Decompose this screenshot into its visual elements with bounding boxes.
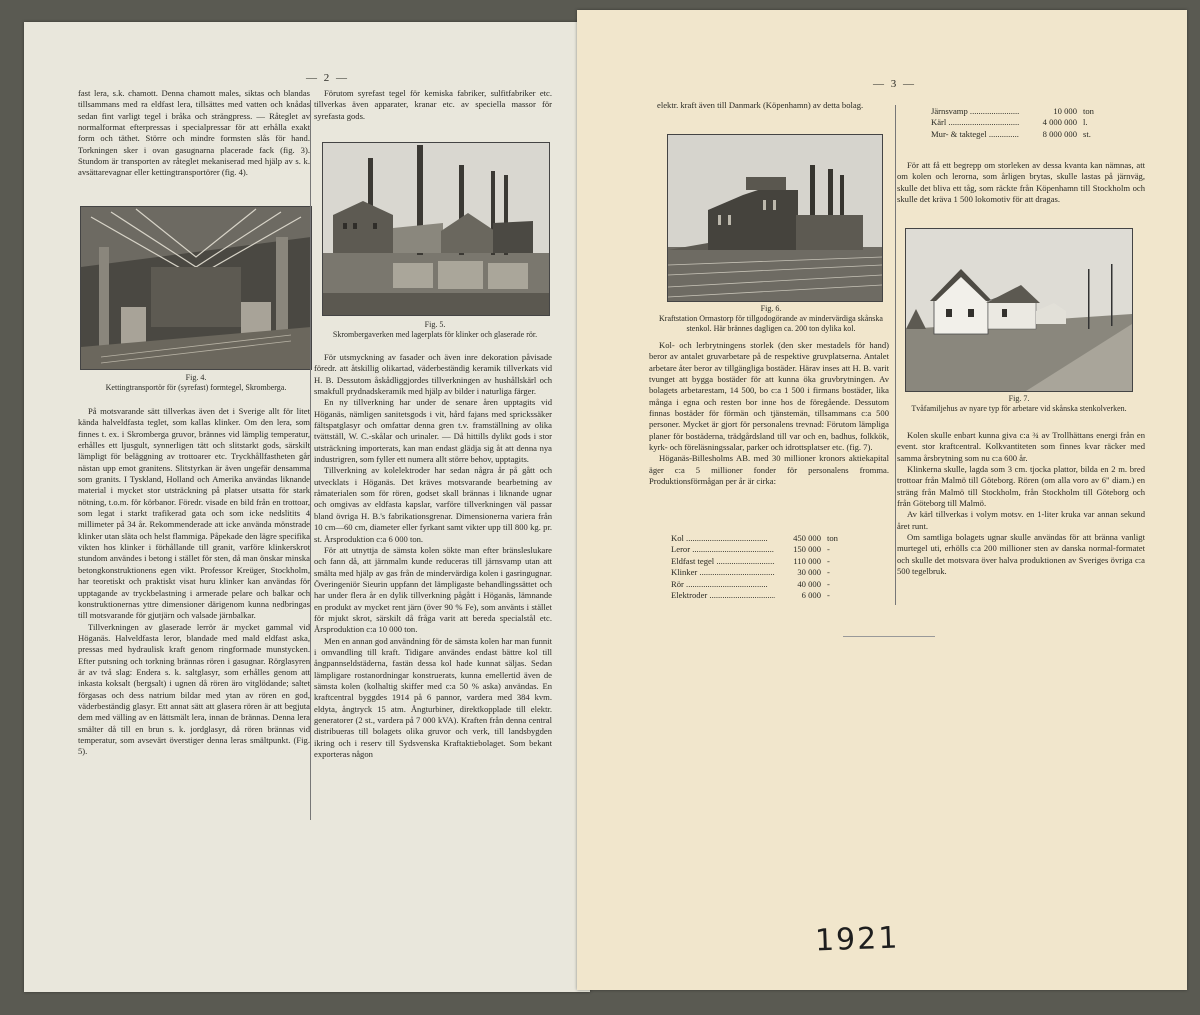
- paragraph: På motsvarande sätt tillverkas även det i Sverige allt för litet kända halveldfasta teglet, som kallas klinker. Om den lera, som finnes t. ex. i Skromberga gruvor, brännes vid lämplig temperatur, erhålles ett ljusgult, synnerligen tätt och slitstarkt gods, särskilt lämpligt för beläggning av trottoarer etc. Tryckhållfastheten går nästan upp emot granitens. Slitstyrkan är även ungefär densamma som granits. I Tyskland, Holland och Amerika användas liknande material i mycket stor utsträckning på platser utsatta för stark nötning, t.o.m. för körbanor. Föredr. visade en bild från en trottoar, som legat i starkt trafikerad gata och som icke nedslitits 4 millimeter på 34 år. Rekommenderade att icke använda mönstrade klinker utan släta och helst flammiga. Påpekade den lägre specifika vikten hos klinker i förhållande till granit, varföre klinkerskrot stundom användes i betong i stället för sten, då man önskar minska betongkonstruktionens egen vikt. Professor Kreüger, Stockholm, har teoretiskt och praktiskt visat huru klinker kan användas för upptagande av tryckbelastning i armerade pelare och balkar och konstruktionernas yttre dimensioner därigenom kunna nedbringas till motsvarande för gjutjärn och valsade järnbalkar.: [78, 406, 310, 621]
- production-item: Kol .....: [671, 533, 775, 544]
- production-value: 30 000: [797, 567, 821, 578]
- paragraph: Klinkerna skulle, lagda som 3 cm. tjocka plattor, bilda en 2 m. bred trottoar från Malmö till Göteborg. Rören (om alla voro av 6" diam.) en sträng från Malmö till Stockholm, från Stockholm till Göteborg och från Göteborg till Malmö.: [897, 464, 1145, 509]
- production-item: Klinker .....: [671, 567, 775, 578]
- production-unit: -: [827, 590, 830, 601]
- paragraph: Höganäs-Billesholms AB. med 30 millioner kronors aktiekapital äger c:a 5 millioner fonder för personalens fromma. Produktionsförmågan per år är cirka:: [649, 453, 889, 487]
- fig6-photo: [667, 134, 883, 302]
- production-row: [671, 556, 838, 567]
- column-divider: [895, 105, 896, 605]
- production-row: [931, 129, 1094, 140]
- right-col2-body: [897, 430, 1145, 606]
- paragraph: Om samtliga bolagets ugnar skulle användas för att bränna vanligt murtegel uti, erhölls c:a 200 millioner sten av danska normal-formatet och skulle det motsvara över halva produktionen av Sveriges övriga c:a 500 tegelbruk.: [897, 532, 1145, 577]
- paragraph: fast lera, s.k. chamott. Denna chamott males, siktas och blandas tillsammans med ra eldfast lera, tillsättes med vatten och knådas sedan fint varligt tegel i bråka och strängpress. — Råteglet av normalformat efterpressas i specialpressar för att erhålla exakt form och täthet. Större och mindre formsten slås för hand. Torkningen sker i ovan gasugnarna placerade fack (fig. 3). Stundom är transporten av råteglet mekaniserad med hjälp av s. k. avsättarevagnar eller kettingtransportörer (fig. 4).: [78, 88, 310, 178]
- production-unit: -: [827, 567, 830, 578]
- production-table-2: [931, 106, 1094, 140]
- fig7-caption: Fig. 7. Tvåfamiljehus av nyare typ för arbetare vid skånska stenkolverken.: [911, 394, 1127, 413]
- paragraph: För att få ett begrepp om storleken av dessa kvanta kan nämnas, att om kolen och lerorna, som årligen brytas, skulle lastas på järnväg, skulle det bliva ett tåg, som räckte från Köpenhamn till Stockholm och skulle det kräva 1 500 lokomotiv för att dragas.: [897, 160, 1145, 205]
- paragraph: Förutom syrefast tegel för kemiska fabriker, sulfitfabriker etc. tillverkas även apparater, kranar etc. av speciella massor för syrefasta gods.: [314, 88, 552, 121]
- production-value: 4 000 000: [1042, 117, 1077, 128]
- production-unit: l.: [1083, 117, 1088, 128]
- production-row: [931, 117, 1094, 128]
- production-item: Järnsvamp .....: [931, 106, 1019, 117]
- production-value: 10 000: [1053, 106, 1077, 116]
- fig7-photo: [905, 228, 1133, 392]
- paragraph: Kol- och lerbrytningens storlek (den sker mestadels för hand) beror av antalet gruvarbetare på de respektive gruvplatserna. Antalet arbetare åter beror av tillgängliga bostäder. Härav inses att H. B. varit tvunget att bygga bostäder för att kunna öka gruvbrytningen. Av bolagets arbetarestam, 14 500, bo c:a 1 500 i firmans bostäder, lika många i egna och resten bor inne hos de föregående. Dessutom finnas bostäder för förmän och tjänstemän, tillsammans c:a 500 personer. Mycket är gjort för personalens trevnad: Förutom lämpliga planer för bostäderna, trädgårdsland till var och en, badhus, folkkök, kyrk- och föreläsningssalar, parker och idrottsplatser etc. (fig. 7).: [649, 340, 889, 453]
- production-value: 40 000: [797, 578, 821, 589]
- production-item: Elektroder .....: [671, 590, 775, 601]
- production-row: [671, 533, 838, 544]
- paragraph: Tillverkningen av glaserade lerrör är mycket gammal vid Höganäs. Halveldfasta leror, blandade med mald eldfast aska, pressas med hydraulisk kraft genom ringformade munstycken. Efter putsning och torkning brännas rören i gasugnar. Rörglasyren är av två slag: Endera s. k. saltglasyr, som erhålles genom att inkasta koksalt (bergsalt) i ugnen då rören äro vitglödande; saltet förgasas och dess natrium bildar med ytan av rören en god, väderbeständig glasyr. Ett annat sätt att glasera rören är att begjuta dem med välling av en lättsmält lera, innan de brännas. Denna lera smälter då till en brun s. k. jordglasyr, då rören brännas vid temperatur, som avsevärt överstiger denna leras smältpunkt. (Fig. 5).: [78, 621, 310, 757]
- fig5-caption: Fig. 5. Skrombergaverken med lagerplats för klinker och glaserade rör.: [332, 320, 538, 339]
- production-value: 110 000: [793, 555, 821, 566]
- paragraph: För att utnyttja de sämsta kolen sökte man efter bränsleslukare och fann då, att järnmalm kunde reduceras till järnsvamp utan att smälta med hjälp av gas från de mindervärdiga kolen i gasringugnar. Överingeniör Sieurin uppfann det lämpligaste behandlingssättet och har under flera år en dylik tillverkning pågått i Höganäs, lämnande en produkt av mycket rent järn (över 90 % Fe), som använts i stället för mjukt skrot, särskilt då fråga varit att bereda specialstål etc. Årsproduktion c:a 10 000 ton.: [314, 544, 552, 635]
- production-item: Rör .....: [671, 579, 775, 590]
- production-row: [671, 590, 838, 601]
- production-unit: -: [827, 555, 830, 566]
- production-row: [671, 579, 838, 590]
- paragraph: En ny tillverkning har under de senare åren upptagits vid Höganäs, nämligen sanitetsgods i vit, hård fajans med sprickssäker fältspatglasyr och omfattar denna gren t.v. framställning av olika tvättställ, W. C.-skålar och urinaler. — Då hittills dylikt gods i stor utsträckning importerats, kan man endast glädja sig åt att denna nya industrigren, som fyller ett numera allt större behov, upptagits.: [314, 397, 552, 465]
- fig4-caption: Fig. 4. Kettingtransportör för (syrefast) formtegel, Skromberga.: [105, 373, 287, 392]
- left-page: [24, 22, 590, 992]
- production-item: Leror .....: [671, 544, 775, 555]
- production-value: 8 000 000: [1042, 128, 1077, 139]
- production-item: Kärl .....: [931, 117, 1019, 128]
- production-row: [931, 106, 1094, 117]
- production-unit: st.: [1083, 128, 1091, 139]
- left-col1-top: [78, 88, 310, 222]
- right-col1-body: [649, 340, 889, 532]
- handwritten-year: 1921: [814, 920, 900, 959]
- paragraph: Men en annan god användning för de sämsta kolen har man funnit i omvandling till kraft. Tidigare användes endast bättre kol till ångpannseldstäderna, fastän dessa kol hade kunnat säljas. Sedan lämpligare rostanordningar konstruerats, kunna emellertid även de sämsta kolen (kolhaltig skiffer med c:a 50 % aska) användas. En kraftcentral byggdes 1914 på 6 pannor, vardera med 384 kvm. eldyta, ångtryck 15 atm. Ångturbiner, direktkopplade till elektr. generatorer (2 st., vardera på 7 000 kVA). Kraften från denna central distribueras till bolagets olika gruvor och verk, till landsbygden ikring och i reserv till Sydsvenska Kraftaktiebolaget. Som bekant exporteras någon: [314, 635, 552, 760]
- production-value: 450 000: [793, 533, 821, 543]
- paragraph: elektr. kraft även till Danmark (Köpenhamn) av detta bolag.: [657, 100, 864, 110]
- production-item: Eldfast tegel .....: [671, 556, 775, 567]
- fig4-photo: [80, 206, 312, 370]
- paragraph: För utsmyckning av fasader och även inre dekoration påvisade föredr. att åtskillig olikartad, väderbeständig keramik tillverkats vid H. B. Dessutom åskådliggjordes tillverkningen av hushållskärl och smakfull prydnadskeramik med hjälp av bilder i naturliga färger.: [314, 352, 552, 397]
- left-col2-bottom: [314, 352, 552, 821]
- paragraph: Av kärl tillverkas i volym motsv. en 1-liter kruka var annan sekund året runt.: [897, 509, 1145, 531]
- left-col2-top: [314, 88, 552, 134]
- production-unit: -: [827, 578, 830, 589]
- left-col1-bottom: [78, 406, 310, 821]
- production-item: Mur- & taktegel .....: [931, 129, 1019, 140]
- production-row: [671, 544, 838, 555]
- page-number: — 2 —: [306, 72, 349, 84]
- production-unit: ton: [827, 533, 838, 543]
- production-value: 150 000: [793, 544, 821, 555]
- right-page: [577, 10, 1187, 990]
- column-divider: [310, 100, 311, 820]
- paragraph: Kolen skulle enbart kunna giva c:a ¾ av Trollhättans energi från en event. stor kraftcentral. Kolkvantiteten som finnes kvar räcker med samma årsbrytning som nu c:a 600 år.: [897, 430, 1145, 463]
- production-unit: -: [827, 544, 830, 555]
- right-col1-top: [657, 100, 887, 124]
- paragraph: Tillverkning av kolelektroder har sedan några år på gått och utvecklats i Höganäs. Det kräves motsvarande bearbetning av råmaterialen som för rören, godset skall brännas i liknande ugnar och omgivas av eldfasta kapslar, varföre tillverkningen väl passar bland övriga H. B.'s fabrikationsgrenar. Dimensionerna variera från 10 cm—60 cm, diameter eller fyrkant samt vikter upp till 800 kg. pr. st. Årsproduktion c:a 6 000 ton.: [314, 465, 552, 544]
- fig6-caption: Fig. 6. Kraftstation Ormastorp för tillgodogörande av mindervärdiga skånska stenkol. Här brännes dagligen ca. 200 ton dylika kol.: [659, 304, 883, 333]
- fig5-photo: [322, 142, 550, 316]
- production-value: 6 000: [801, 590, 821, 601]
- page-number: — 3 —: [873, 78, 916, 90]
- right-col2-top: [897, 160, 1145, 218]
- production-table: [671, 533, 838, 601]
- production-row: [671, 567, 838, 578]
- production-unit: ton: [1083, 106, 1094, 116]
- end-rule: [843, 636, 935, 637]
